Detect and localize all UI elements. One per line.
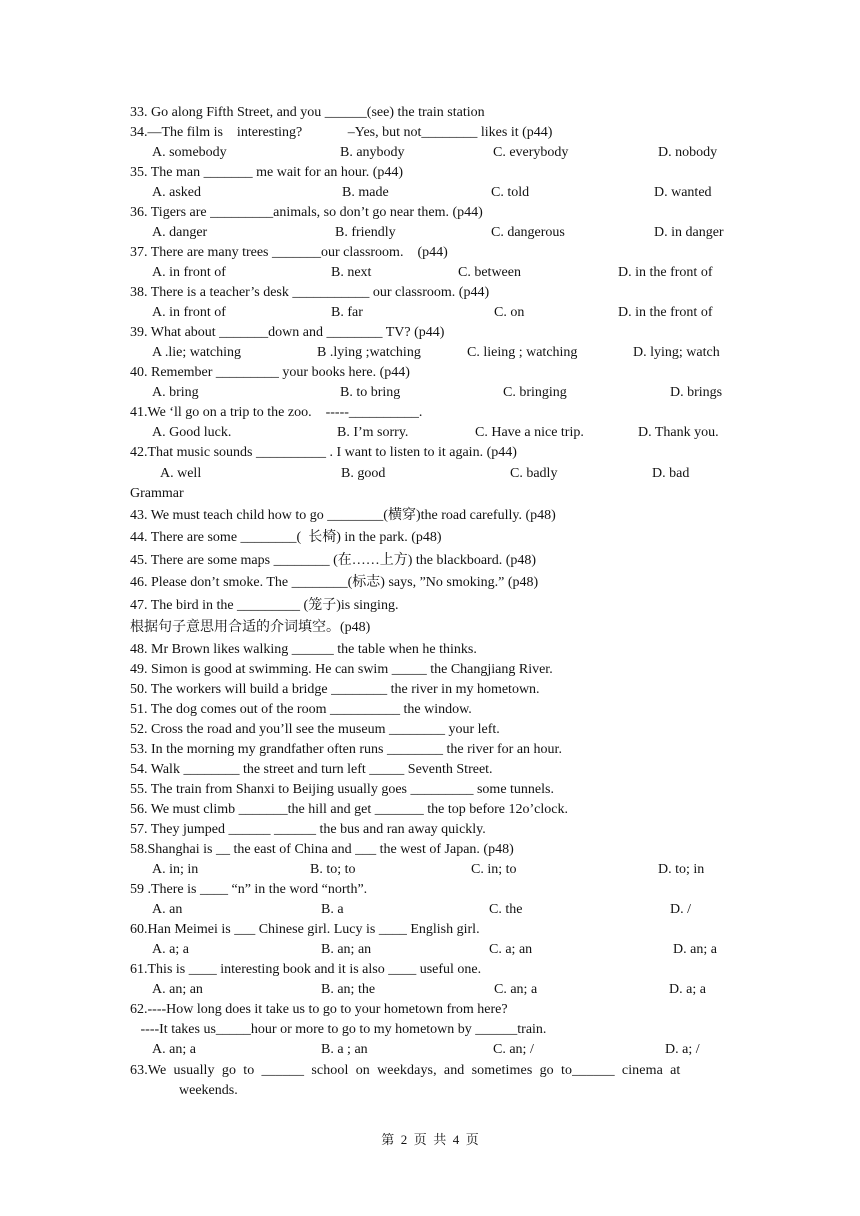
option-d: D. bad (652, 466, 690, 481)
option-a: A. somebody (152, 145, 227, 160)
option-c: C. on (494, 305, 525, 320)
option-b: B. made (342, 185, 389, 200)
option-b: B. good (341, 466, 386, 481)
option-b: B. a (321, 902, 344, 917)
question-63-continuation: weekends. (130, 1083, 238, 1098)
option-c: C. the (489, 902, 523, 917)
question-50: 50. The workers will build a bridge ________ the river in my hometown. (130, 682, 540, 697)
question-43: 43. We must teach child how to go ________(横穿)the road carefully. (p48) (130, 508, 556, 523)
question-57: 57. They jumped ______ ______ the bus and ran away quickly. (130, 822, 486, 837)
option-d: D. lying; watch (633, 345, 720, 360)
question-46: 46. Please don’t smoke. The ________(标志) says, ”No smoking.” (p48) (130, 575, 539, 590)
option-b: B. I’m sorry. (337, 425, 409, 440)
question-60: 60.Han Meimei is ___ Chinese girl. Lucy is ____ English girl. (130, 922, 480, 937)
question-51: 51. The dog comes out of the room __________ the window. (130, 702, 472, 717)
option-c: C. lieing ; watching (467, 345, 578, 360)
option-d: D. nobody (658, 145, 718, 160)
section-heading-grammar: Grammar (130, 486, 184, 501)
option-a: A. danger (152, 225, 208, 240)
option-b: B. an; the (321, 982, 376, 997)
option-a: A. asked (152, 185, 201, 200)
question-36: 36. Tigers are _________animals, so don’t go near them. (p44) (130, 205, 483, 220)
option-d: D. wanted (654, 185, 712, 200)
question-37: 37. There are many trees _______our classroom. (p44) (130, 245, 448, 260)
question-53: 53. In the morning my grandfather often runs ________ the river for an hour. (130, 742, 562, 757)
option-c: C. everybody (493, 145, 569, 160)
option-d: D. in the front of (618, 305, 713, 320)
option-c: C. an; / (493, 1042, 534, 1057)
option-b: B. next (331, 265, 372, 280)
option-c: C. in; to (471, 862, 517, 877)
option-a: A. an (152, 902, 183, 917)
question-45: 45. There are some maps ________ (在……上方) the blackboard. (p48) (130, 553, 537, 568)
option-d: D. brings (670, 385, 723, 400)
question-34: 34.—The film is interesting? –Yes, but not________ likes it (p44) (130, 125, 553, 140)
question-38: 38. There is a teacher’s desk ___________ our classroom. (p44) (130, 285, 490, 300)
option-c: C. bringing (503, 385, 567, 400)
section-instruction: 根据句子意思用合适的介词填空。(p48) (130, 620, 371, 635)
option-d: D. an; a (673, 942, 717, 957)
question-44: 44. There are some ________( 长椅) in the park. (p48) (130, 530, 442, 545)
option-b: B. to bring (340, 385, 401, 400)
question-52: 52. Cross the road and you’ll see the museum ________ your left. (130, 722, 500, 737)
option-a: A. bring (152, 385, 199, 400)
question-54: 54. Walk ________ the street and turn left _____ Seventh Street. (130, 762, 493, 777)
question-35: 35. The man _______ me wait for an hour. (p44) (130, 165, 404, 180)
option-b: B. a ; an (321, 1042, 368, 1057)
option-d: D. in danger (654, 225, 724, 240)
option-c: C. badly (510, 466, 558, 481)
option-a: A. an; an (152, 982, 203, 997)
option-b: B. far (331, 305, 363, 320)
option-b: B. anybody (340, 145, 405, 160)
question-62: 62.----How long does it take us to go to your hometown from here? (130, 1002, 508, 1017)
page-footer: 第 2 页 共 4 页 (381, 1132, 479, 1147)
question-55: 55. The train from Shanxi to Beijing usually goes _________ some tunnels. (130, 782, 554, 797)
option-b: B. friendly (335, 225, 396, 240)
question-59: 59 .There is ____ “n” in the word “north”. (130, 882, 368, 897)
option-b: B. an; an (321, 942, 372, 957)
option-d: D. in the front of (618, 265, 713, 280)
question-47: 47. The bird in the _________ (笼子)is singing. (130, 598, 399, 613)
option-a: A. in front of (152, 265, 226, 280)
option-c: C. a; an (489, 942, 533, 957)
option-a: A .lie; watching (152, 345, 242, 360)
option-b: B. to; to (310, 862, 356, 877)
question-41: 41.We ‘ll go on a trip to the zoo. -----__________. (130, 405, 423, 420)
question-42: 42.That music sounds __________ . I want to listen to it again. (p44) (130, 445, 517, 460)
question-58: 58.Shanghai is __ the east of China and ___ the west of Japan. (p48) (130, 842, 514, 857)
option-c: C. dangerous (491, 225, 565, 240)
option-d: D. Thank you. (638, 425, 719, 440)
question-40: 40. Remember _________ your books here. (p44) (130, 365, 410, 380)
option-a: A. Good luck. (152, 425, 232, 440)
question-33: 33. Go along Fifth Street, and you ______(see) the train station (130, 105, 485, 120)
option-b: B .lying ;watching (317, 345, 421, 360)
question-62-answer-line: ----It takes us_____hour or more to go to my hometown by ______train. (130, 1022, 547, 1037)
question-56: 56. We must climb _______the hill and get _______ the top before 12o’clock. (130, 802, 568, 817)
option-c: C. an; a (494, 982, 538, 997)
option-a: A. an; a (152, 1042, 196, 1057)
question-61: 61.This is ____ interesting book and it is also ____ useful one. (130, 962, 482, 977)
option-c: C. between (458, 265, 521, 280)
option-d: D. a; a (669, 982, 706, 997)
option-d: D. to; in (658, 862, 705, 877)
option-a: A. well (160, 466, 202, 481)
option-d: D. / (670, 902, 691, 917)
question-49: 49. Simon is good at swimming. He can swim _____ the Changjiang River. (130, 662, 553, 677)
question-39: 39. What about _______down and ________ TV? (p44) (130, 325, 445, 340)
option-a: A. a; a (152, 942, 189, 957)
option-a: A. in front of (152, 305, 226, 320)
question-48: 48. Mr Brown likes walking ______ the table when he thinks. (130, 642, 477, 657)
question-63: 63.We usually go to ______ school on weekdays, and sometimes go to______ cinema at (130, 1063, 681, 1078)
option-d: D. a; / (665, 1042, 700, 1057)
option-a: A. in; in (152, 862, 199, 877)
option-c: C. Have a nice trip. (475, 425, 584, 440)
option-c: C. told (491, 185, 530, 200)
